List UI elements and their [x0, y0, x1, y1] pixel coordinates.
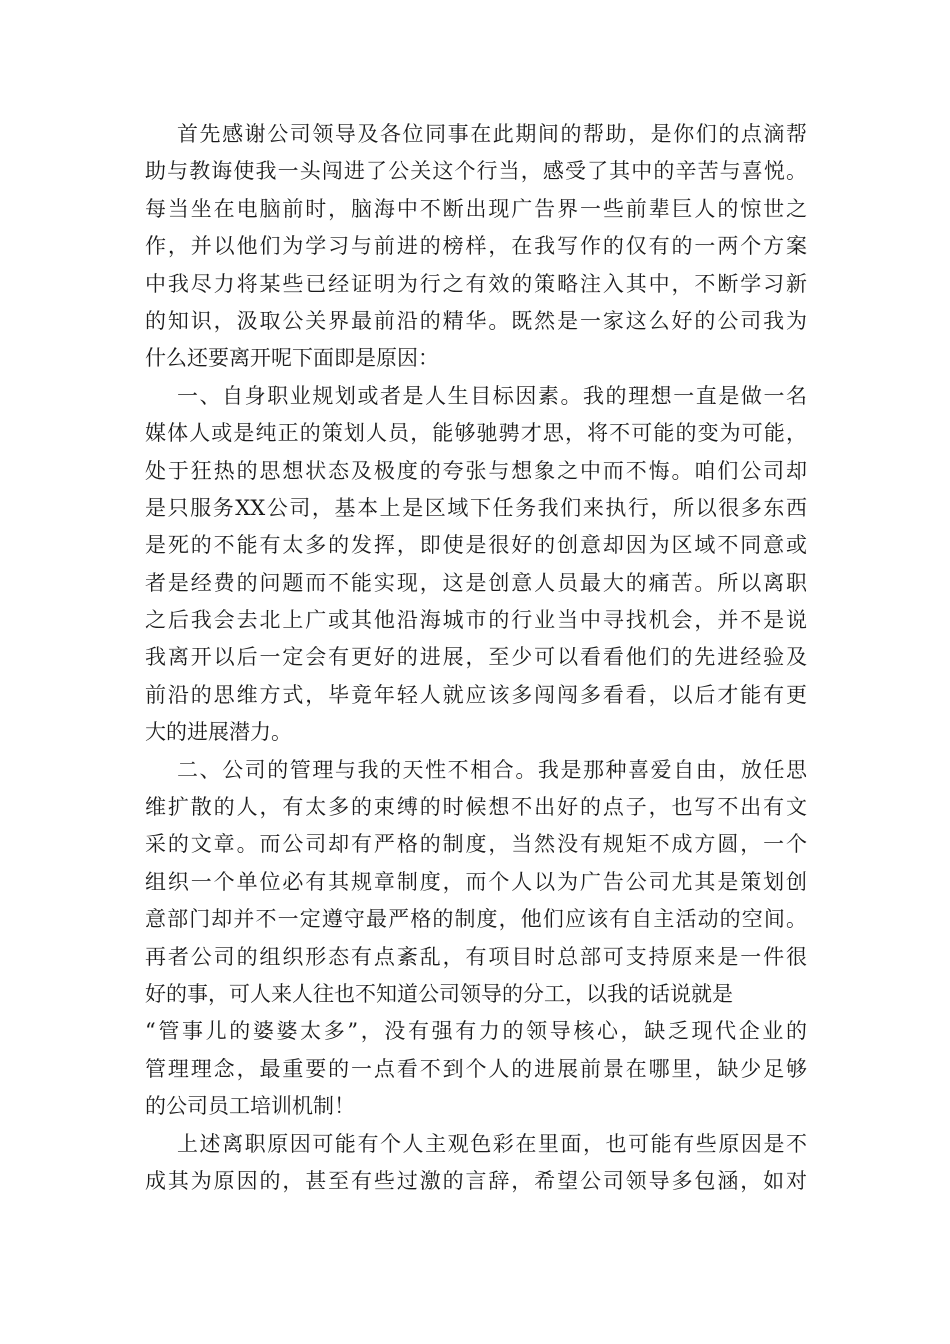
- text-line: 助与教诲使我一头闯进了公关这个行当，感受了其中的辛苦与喜悦。: [145, 159, 807, 184]
- text-line: 管理理念，最重要的一点看不到个人的进展前景在哪里，缺少足够: [145, 1056, 807, 1081]
- text-line: 每当坐在电脑前时，脑海中不断出现广告界一些前辈巨人的惊世之: [145, 196, 807, 221]
- text-line: 的公司员工培训机制！: [145, 1094, 355, 1119]
- text-line: 采的文章。而公司却有严格的制度，当然没有规矩不成方圆，一个: [145, 832, 807, 857]
- text-line: 是死的不能有太多的发挥，即使是很好的创意却因为区域不同意或: [145, 533, 807, 558]
- text-line: 成其为原因的，甚至有些过激的言辞，希望公司领导多包涵，如对: [145, 1168, 807, 1193]
- paragraph-reason-two: [145, 752, 807, 1126]
- text-line: 二、公司的管理与我的天性不相合。我是那种喜爱自由，放任思: [177, 757, 807, 782]
- text-line: 一、自身职业规划或者是人生目标因素。我的理想一直是做一名: [177, 383, 807, 408]
- document-body: [145, 116, 807, 1200]
- text-line: 大的进展潜力。: [145, 720, 292, 745]
- text-line: 我离开以后一定会有更好的进展，至少可以看看他们的先进经验及: [145, 645, 807, 670]
- text-line: 前沿的思维方式，毕竟年轻人就应该多闯闯多看看，以后才能有更: [145, 682, 807, 707]
- text-line: “管事儿的婆婆太多”，没有强有力的领导核心，缺乏现代企业的: [145, 1019, 807, 1044]
- text-line: 意部门却并不一定遵守最严格的制度，他们应该有自主活动的空间。: [145, 907, 807, 932]
- paragraph-closing: [145, 1126, 807, 1201]
- text-line: 组织一个单位必有其规章制度，而个人以为广告公司尤其是策划创: [145, 869, 807, 894]
- text-line: 上述离职原因可能有个人主观色彩在里面，也可能有些原因是不: [177, 1131, 807, 1156]
- text-line: 再者公司的组织形态有点紊乱，有项目时总部可支持原来是一件很: [145, 944, 807, 969]
- text-line: 中我尽力将某些已经证明为行之有效的策略注入其中，不断学习新: [145, 271, 807, 296]
- paragraph-gratitude: [145, 116, 807, 378]
- text-line: 的知识，汲取公关界最前沿的精华。既然是一家这么好的公司我为: [145, 308, 807, 333]
- text-line: 首先感谢公司领导及各位同事在此期间的帮助，是你们的点滴帮: [177, 122, 807, 146]
- text-line: 媒体人或是纯正的策划人员，能够驰骋才思，将不可能的变为可能，: [145, 421, 807, 446]
- paragraph-reason-one: [145, 378, 807, 752]
- text-line: 维扩散的人，有太多的束缚的时候想不出好的点子，也写不出有文: [145, 795, 807, 820]
- text-line: 作，并以他们为学习与前进的榜样，在我写作的仅有的一两个方案: [145, 234, 807, 259]
- text-line: 是只服务XX公司，基本上是区域下任务我们来执行，所以很多东西: [145, 495, 807, 520]
- text-line: 处于狂热的思想状态及极度的夸张与想象之中而不悔。咱们公司却: [145, 458, 807, 483]
- text-line: 之后我会去北上广或其他沿海城市的行业当中寻找机会，并不是说: [145, 608, 807, 633]
- text-line: 者是经费的问题而不能实现，这是创意人员最大的痛苦。所以离职: [145, 570, 807, 595]
- text-line: 什么还要离开呢下面即是原因：: [145, 346, 439, 371]
- text-line: 好的事，可人来人往也不知道公司领导的分工，以我的话说就是: [145, 981, 733, 1006]
